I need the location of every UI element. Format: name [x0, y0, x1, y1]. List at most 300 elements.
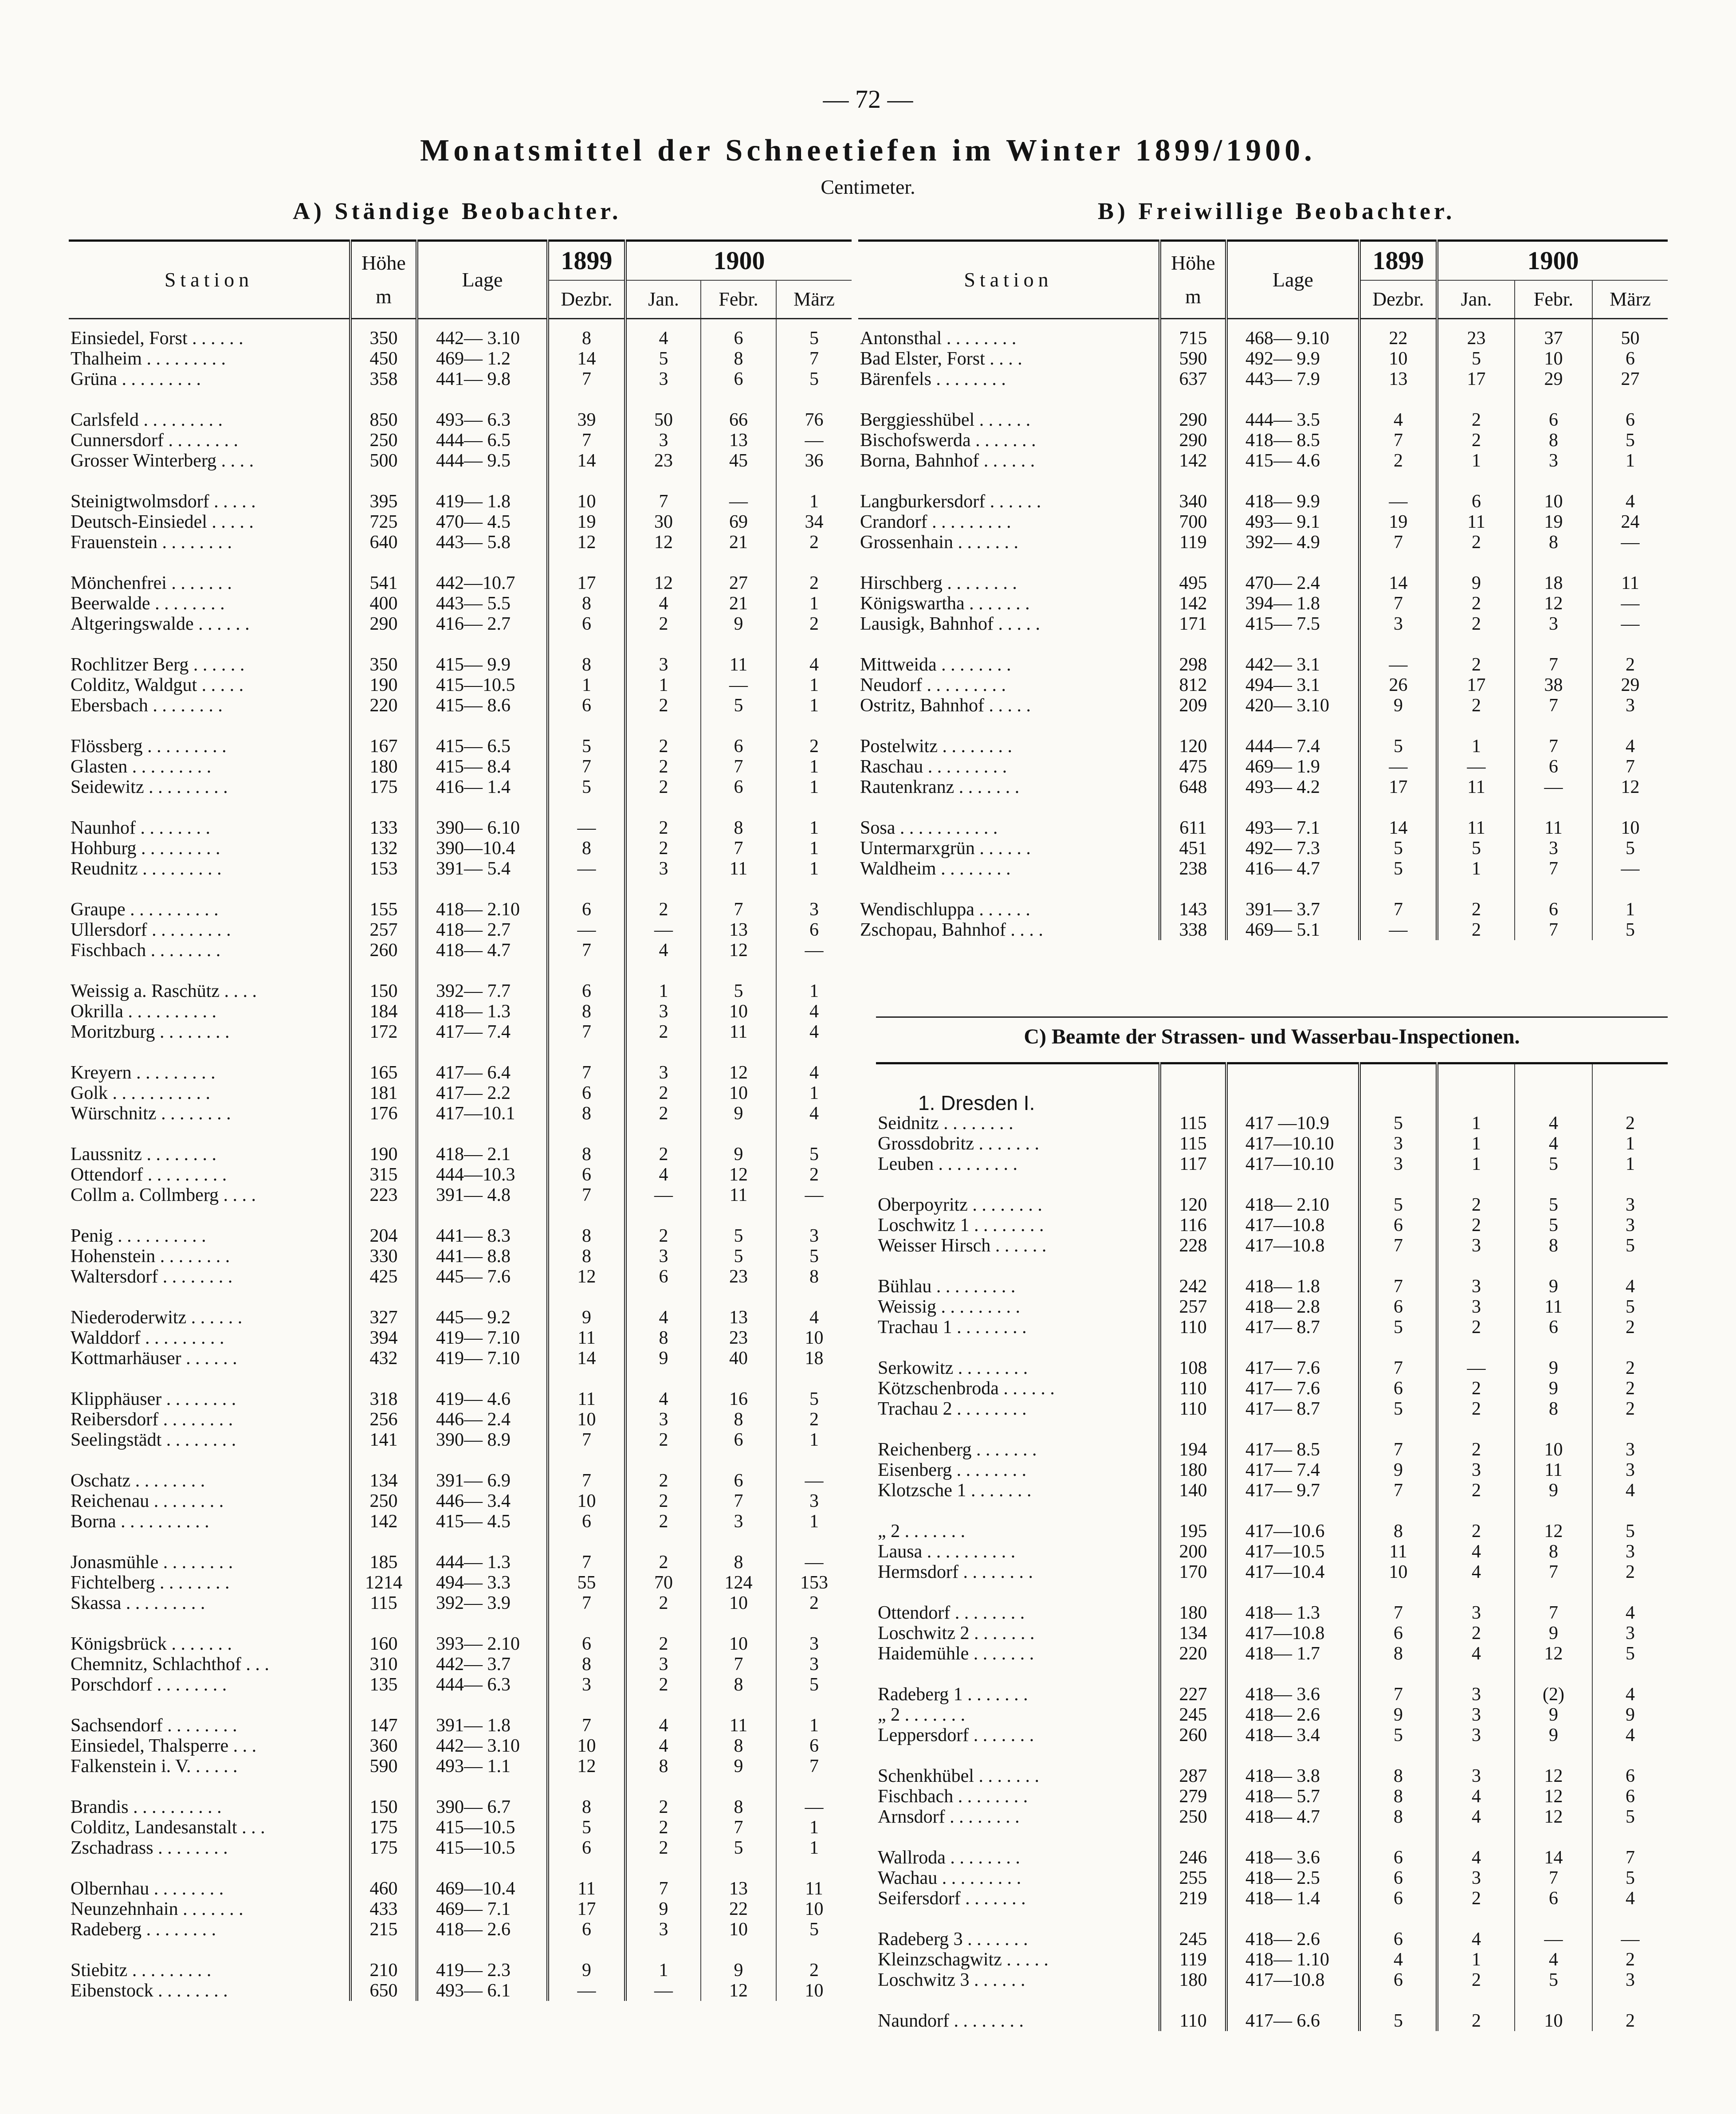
mar-value: 3 [809, 1654, 819, 1675]
feb-value: 14 [1515, 1827, 1592, 1868]
hoehe-value: 135 [350, 1675, 417, 1695]
jan-value: 2 [625, 1205, 701, 1246]
jan-value: 4 [625, 940, 701, 961]
station-name: Loschwitz 2 . . . . . . . [876, 1623, 1160, 1643]
feb-value: 7 [1515, 695, 1592, 716]
station-name: Klotzsche 1 . . . . . . . [876, 1480, 1160, 1501]
feb-value: 8 [1515, 1399, 1592, 1419]
dez-value: 5 [1359, 1317, 1437, 1337]
hoehe-value: 110 [1160, 1378, 1226, 1399]
mar-value: 3 [809, 1491, 819, 1511]
section-c-heading: C) Beamte der Strassen- und Wasserbau-Inspectionen. [1024, 1025, 1520, 1048]
dez-value: 10 [1359, 349, 1437, 369]
station-name: Frauenstein . . . . . . . . [69, 532, 350, 553]
col-station: Station [858, 241, 1160, 319]
mar-value: 5 [809, 1246, 819, 1267]
feb-value: 10 [1515, 471, 1592, 512]
feb-value: 11 [701, 859, 776, 879]
mar-value: 2 [809, 532, 819, 553]
dez-value: 19 [548, 512, 625, 532]
dez-value: 3 [548, 1675, 625, 1695]
hoehe-value: 220 [1160, 1643, 1226, 1664]
dez-value: 13 [1359, 369, 1437, 389]
lage-value: 469— 1.9 [1226, 757, 1359, 777]
mar-value: 5 [1626, 1521, 1635, 1541]
hoehe-value: 700 [1160, 512, 1226, 532]
jan-value: 2 [625, 1124, 701, 1165]
table-row [876, 1317, 1668, 1337]
dez-value: 14 [548, 451, 625, 471]
hoehe-value: 172 [350, 1022, 417, 1042]
jan-value: 2 [625, 1532, 701, 1573]
hoehe-value: 850 [350, 389, 417, 430]
table-row [69, 797, 852, 838]
lage-value: 418— 1.10 [1226, 1949, 1359, 1970]
dez-value: 7 [548, 1042, 625, 1083]
lage-value: 417— 2.2 [417, 1083, 548, 1103]
dez-value: 10 [548, 1409, 625, 1430]
lage-value: 418— 3.6 [1226, 1827, 1359, 1868]
feb-value: 11 [701, 634, 776, 675]
feb-value: 12 [701, 1042, 776, 1083]
jan-value: 5 [1437, 349, 1515, 369]
mar-value: 2 [809, 736, 819, 757]
mar-value: 4 [1626, 1684, 1635, 1705]
station-name: Leppersdorf . . . . . . . [876, 1725, 1160, 1745]
table-row [69, 553, 852, 593]
station-name: Colditz, Landesanstalt . . . [69, 1817, 350, 1838]
lage-value: 415— 8.4 [417, 757, 548, 777]
jan-value: 4 [625, 593, 701, 614]
lage-value: 418— 1.4 [1226, 1888, 1359, 1909]
col-year-1899: 1899 [548, 241, 625, 281]
mar-value: 2 [809, 1593, 819, 1613]
table-row [876, 1725, 1668, 1745]
table-row [69, 349, 852, 369]
station-name: Olbernhau . . . . . . . . [69, 1858, 350, 1899]
mar-value: 4 [1626, 736, 1635, 757]
table-row [69, 319, 852, 349]
jan-value: 9 [625, 1899, 701, 1919]
mar-value: 5 [809, 1675, 819, 1695]
station-name: Leuben . . . . . . . . . [876, 1154, 1160, 1174]
mar-value: 4 [1626, 491, 1635, 512]
jan-value: 2 [625, 1450, 701, 1491]
table-row [69, 757, 852, 777]
table-row [876, 1786, 1668, 1807]
lage-value: 441— 8.8 [417, 1246, 548, 1267]
hoehe-value: 142 [1160, 451, 1226, 471]
feb-value: 10 [701, 1593, 776, 1613]
lage-value: 392— 3.9 [417, 1593, 548, 1613]
station-name: Weisser Hirsch . . . . . . [876, 1235, 1160, 1256]
dez-value: 8 [548, 1246, 625, 1267]
feb-value: 5 [701, 695, 776, 716]
table-row [876, 1154, 1668, 1174]
hoehe-value: 400 [350, 593, 417, 614]
table-row [69, 1001, 852, 1022]
mar-value: 24 [1621, 512, 1640, 532]
mar-value: 1 [809, 757, 819, 777]
station-name: Grüna . . . . . . . . . [69, 369, 350, 389]
table-row [858, 512, 1668, 532]
station-name: Chemnitz, Schlachthof . . . [69, 1654, 350, 1675]
lage-value: 418— 8.5 [1226, 430, 1359, 451]
jan-value: 2 [1437, 634, 1515, 675]
mar-value: 76 [805, 410, 824, 430]
feb-value: 7 [701, 757, 776, 777]
lage-value: 418— 1.8 [1226, 1256, 1359, 1297]
hoehe-value: 215 [350, 1919, 417, 1940]
jan-value: 2 [1437, 593, 1515, 614]
mar-value: 2 [1626, 1317, 1635, 1337]
station-name: Grossdobritz . . . . . . . [876, 1133, 1160, 1154]
feb-value: 19 [1515, 512, 1592, 532]
station-name: Reichenberg . . . . . . . [876, 1419, 1160, 1460]
jan-value: 8 [625, 1756, 701, 1777]
jan-value: 1 [1437, 859, 1515, 879]
table-row [69, 920, 852, 940]
feb-value: 9 [701, 1756, 776, 1777]
dez-value: 14 [548, 349, 625, 369]
lage-value: 442— 3.10 [417, 319, 548, 349]
feb-value: 9 [1515, 1725, 1592, 1745]
lage-value: 418— 2.7 [417, 920, 548, 940]
station-name: Stiebitz . . . . . . . . . [69, 1940, 350, 1981]
dez-value: 8 [548, 319, 625, 349]
hoehe-value: 360 [350, 1736, 417, 1756]
mar-value: 1 [809, 1083, 819, 1103]
dez-value: 6 [1359, 1827, 1437, 1868]
station-name: Trachau 2 . . . . . . . . [876, 1399, 1160, 1419]
jan-value: 2 [1437, 1317, 1515, 1337]
page-number: — 72 — [823, 85, 913, 114]
station-name: Moritzburg . . . . . . . . [69, 1022, 350, 1042]
dez-value: 7 [548, 940, 625, 961]
lage-value: 444— 6.3 [417, 1675, 548, 1695]
lage-value: 392— 4.9 [1226, 532, 1359, 553]
lage-value: 391— 4.8 [417, 1185, 548, 1205]
station-name: Borna, Bahnhof . . . . . . [858, 451, 1160, 471]
dez-value: 17 [548, 553, 625, 593]
station-name: Arnsdorf . . . . . . . . [876, 1807, 1160, 1827]
lage-value: 417—10.1 [417, 1103, 548, 1124]
station-name: Altgeringswalde . . . . . . [69, 614, 350, 634]
table-row [69, 838, 852, 859]
table-row [69, 1348, 852, 1369]
station-name: Wachau . . . . . . . . . [876, 1868, 1160, 1888]
hoehe-value: 250 [350, 1491, 417, 1511]
mar-value: 4 [809, 1001, 819, 1022]
station-name: Wendischluppa . . . . . . [858, 879, 1160, 920]
dez-value: 17 [1359, 777, 1437, 797]
station-name: Neunzehnhain . . . . . . . [69, 1899, 350, 1919]
lage-value: 418— 3.6 [1226, 1664, 1359, 1705]
station-name: Königswartha . . . . . . . [858, 593, 1160, 614]
table-row [858, 451, 1668, 471]
jan-value: 4 [1437, 1909, 1515, 1949]
dez-value: 7 [1359, 593, 1437, 614]
feb-value: 10 [701, 1613, 776, 1654]
jan-value: 2 [625, 777, 701, 797]
jan-value: 1 [1437, 451, 1515, 471]
station-name: Reudnitz . . . . . . . . . [69, 859, 350, 879]
hoehe-value: 209 [1160, 695, 1226, 716]
table-row [69, 879, 852, 920]
mar-value: 3 [1626, 1460, 1635, 1480]
station-name: Rautenkranz . . . . . . . [858, 777, 1160, 797]
hoehe-value: 257 [1160, 1297, 1226, 1317]
feb-value: 5 [1515, 1174, 1592, 1215]
mar-value: 2 [1626, 1113, 1635, 1133]
hoehe-value: 290 [1160, 430, 1226, 451]
hoehe-value: 541 [350, 553, 417, 593]
lage-value: 390—10.4 [417, 838, 548, 859]
lage-value: 419— 1.8 [417, 471, 548, 512]
table-row [69, 1838, 852, 1858]
hoehe-value: 175 [350, 1838, 417, 1858]
lage-value: 419— 7.10 [417, 1328, 548, 1348]
dez-value: 9 [1359, 1705, 1437, 1725]
section-b-heading: B) Freiwillige Beobachter. [1098, 198, 1456, 224]
dez-value: 12 [548, 1267, 625, 1287]
hoehe-value: 238 [1160, 859, 1226, 879]
jan-value: 23 [625, 451, 701, 471]
feb-value: 6 [701, 777, 776, 797]
feb-value: 12 [1515, 1643, 1592, 1664]
dez-value: 22 [1359, 319, 1437, 349]
lage-value: 391— 6.9 [417, 1450, 548, 1491]
lage-value: 493— 1.1 [417, 1756, 548, 1777]
dez-value: — [1359, 757, 1437, 777]
hoehe-value: 256 [350, 1409, 417, 1430]
lage-value: 416— 1.4 [417, 777, 548, 797]
hoehe-value: 210 [350, 1940, 417, 1981]
lage-value: 444— 9.5 [417, 451, 548, 471]
feb-value: 10 [1515, 1419, 1592, 1460]
table-row [876, 1827, 1668, 1868]
hoehe-value: 200 [1160, 1541, 1226, 1562]
jan-value: 2 [1437, 614, 1515, 634]
lage-value: 419— 4.6 [417, 1369, 548, 1409]
jan-value: 70 [625, 1573, 701, 1593]
dez-value: 8 [548, 593, 625, 614]
hoehe-value: 204 [350, 1205, 417, 1246]
lage-value: 493— 6.1 [417, 1981, 548, 2001]
hoehe-value: 190 [350, 675, 417, 695]
station-name: Radeberg 3 . . . . . . . [876, 1909, 1160, 1949]
jan-value: 2 [625, 757, 701, 777]
hoehe-value: 425 [350, 1267, 417, 1287]
mar-value: 4 [1626, 1480, 1635, 1501]
hoehe-value: 170 [1160, 1562, 1226, 1582]
station-name: Antonsthal . . . . . . . . [858, 319, 1160, 349]
jan-value: 23 [1437, 319, 1515, 349]
mar-value: 4 [1626, 1603, 1635, 1623]
mar-value: 1 [1626, 1154, 1635, 1174]
station-name: Brandis . . . . . . . . . . [69, 1777, 350, 1817]
table-row [858, 553, 1668, 593]
table-row [858, 634, 1668, 675]
jan-value: 4 [1437, 1562, 1515, 1582]
feb-value: 9 [701, 614, 776, 634]
section-c-subheading: 1. Dresden I. [876, 1063, 1160, 1114]
station-name: Loschwitz 1 . . . . . . . . [876, 1215, 1160, 1235]
jan-value: — [625, 1981, 701, 2001]
hoehe-value: 242 [1160, 1256, 1226, 1297]
table-row [69, 593, 852, 614]
station-name: Lausa . . . . . . . . . . [876, 1541, 1160, 1562]
mar-value: — [805, 430, 824, 451]
station-name: Thalheim . . . . . . . . . [69, 349, 350, 369]
table-row [876, 1480, 1668, 1501]
jan-value: — [625, 920, 701, 940]
jan-value: 1 [625, 961, 701, 1001]
hoehe-value: 150 [350, 961, 417, 1001]
table-row [69, 1593, 852, 1613]
dez-value: 6 [1359, 1215, 1437, 1235]
dez-value: 7 [548, 1022, 625, 1042]
mar-value: 5 [1626, 920, 1635, 940]
station-name: Golk . . . . . . . . . . . [69, 1083, 350, 1103]
station-name: Wallroda . . . . . . . . [876, 1827, 1160, 1868]
lage-value: 415— 4.6 [1226, 451, 1359, 471]
lage-value: 418— 2.1 [417, 1124, 548, 1165]
dez-value: 6 [1359, 1623, 1437, 1643]
hoehe-value: 432 [350, 1348, 417, 1369]
jan-value: 3 [1437, 1725, 1515, 1745]
dez-value: 6 [548, 961, 625, 1001]
table-row [69, 451, 852, 471]
dez-value: 8 [548, 1654, 625, 1675]
mar-value: 1 [809, 593, 819, 614]
dez-value: 7 [1359, 532, 1437, 553]
table-row [858, 797, 1668, 838]
col-dez: Dezbr. [1359, 280, 1437, 319]
blank-cell [1515, 1063, 1592, 1114]
mar-value: 9 [1626, 1705, 1635, 1725]
station-name: Ottendorf . . . . . . . . . [69, 1165, 350, 1185]
jan-value: 2 [1437, 1990, 1515, 2031]
mar-value: — [1621, 1929, 1640, 1949]
mar-value: 6 [1626, 349, 1635, 369]
dez-value: 6 [1359, 1297, 1437, 1317]
station-name: Cunnersdorf . . . . . . . . [69, 430, 350, 451]
page-title: Monatsmittel der Schneetiefen im Winter 1899/1900. [420, 133, 1316, 168]
lage-value: 417— 6.6 [1226, 1990, 1359, 2031]
mar-value: 3 [809, 1226, 819, 1246]
mar-value: 2 [1626, 1358, 1635, 1378]
jan-value: 2 [625, 695, 701, 716]
jan-value: 3 [1437, 1868, 1515, 1888]
feb-value: 4 [1515, 1133, 1592, 1154]
mar-value: 5 [809, 1144, 819, 1165]
jan-value: 2 [625, 1430, 701, 1450]
lage-value: 415—10.5 [417, 1838, 548, 1858]
jan-value: 2 [1437, 1623, 1515, 1643]
mar-value: 3 [809, 1634, 819, 1654]
jan-value: 30 [625, 512, 701, 532]
feb-value: 13 [701, 1858, 776, 1899]
hoehe-value: 495 [1160, 553, 1226, 593]
feb-value: 8 [701, 1409, 776, 1430]
feb-value: 23 [701, 1328, 776, 1348]
station-name: Bühlau . . . . . . . . . [876, 1256, 1160, 1297]
feb-value: 7 [1515, 920, 1592, 940]
mar-value: 3 [1626, 1215, 1635, 1235]
station-name: Ottendorf . . . . . . . . [876, 1582, 1160, 1623]
mar-value: 27 [1621, 369, 1640, 389]
lage-value: 417— 7.6 [1226, 1378, 1359, 1399]
col-jan: Jan. [625, 280, 701, 319]
dez-value: 11 [548, 1369, 625, 1409]
table-row [69, 1981, 852, 2001]
dez-value: 9 [548, 1940, 625, 1981]
feb-value: 7 [1515, 1562, 1592, 1582]
mar-value: — [805, 1471, 824, 1491]
table-row [69, 634, 852, 675]
feb-value: 7 [701, 1654, 776, 1675]
mar-value: 4 [809, 1063, 819, 1083]
lage-value: 468— 9.10 [1226, 319, 1359, 349]
table-row [69, 532, 852, 553]
feb-value: 11 [701, 1022, 776, 1042]
jan-value: 3 [1437, 1460, 1515, 1480]
feb-value: 7 [1515, 1582, 1592, 1623]
table-row [69, 1409, 852, 1430]
dez-value: 6 [1359, 1378, 1437, 1399]
station-name: Lausigk, Bahnhof . . . . . [858, 614, 1160, 634]
dez-value: 5 [1359, 1174, 1437, 1215]
lage-value: 418— 2.6 [1226, 1909, 1359, 1949]
section-c-rule [876, 1016, 1668, 1018]
dez-value: 5 [1359, 859, 1437, 879]
hoehe-value: 194 [1160, 1419, 1226, 1460]
dez-value: 9 [548, 1287, 625, 1328]
hoehe-value: 165 [350, 1042, 417, 1083]
hoehe-value: 451 [1160, 838, 1226, 859]
dez-value: 6 [548, 1613, 625, 1654]
table-row [69, 1511, 852, 1532]
hoehe-value: 155 [350, 879, 417, 920]
lage-value: 415— 9.9 [417, 634, 548, 675]
feb-value: 6 [701, 716, 776, 757]
jan-value: 9 [625, 1348, 701, 1369]
station-name: Borna . . . . . . . . . . [69, 1511, 350, 1532]
feb-value: 7 [701, 838, 776, 859]
dez-value: 7 [1359, 1256, 1437, 1297]
mar-value: 1 [809, 695, 819, 716]
jan-value: 11 [1437, 512, 1515, 532]
lage-value: 442— 3.1 [1226, 634, 1359, 675]
feb-value: 9 [1515, 1378, 1592, 1399]
feb-value: 6 [701, 369, 776, 389]
lage-value: 418— 2.6 [1226, 1705, 1359, 1725]
hoehe-value: 143 [1160, 879, 1226, 920]
jan-value: 50 [625, 389, 701, 430]
dez-value: 7 [548, 1593, 625, 1613]
table-row [858, 349, 1668, 369]
mar-value: — [1621, 593, 1640, 614]
hoehe-value: 255 [1160, 1868, 1226, 1888]
mar-value: 3 [809, 899, 819, 920]
feb-value: 7 [1515, 716, 1592, 757]
dez-value: — [1359, 471, 1437, 512]
lage-value: 443— 5.8 [417, 532, 548, 553]
feb-value: 9 [1515, 1337, 1592, 1378]
station-name: Falkenstein i. V. . . . . . [69, 1756, 350, 1777]
jan-value: 11 [1437, 777, 1515, 797]
